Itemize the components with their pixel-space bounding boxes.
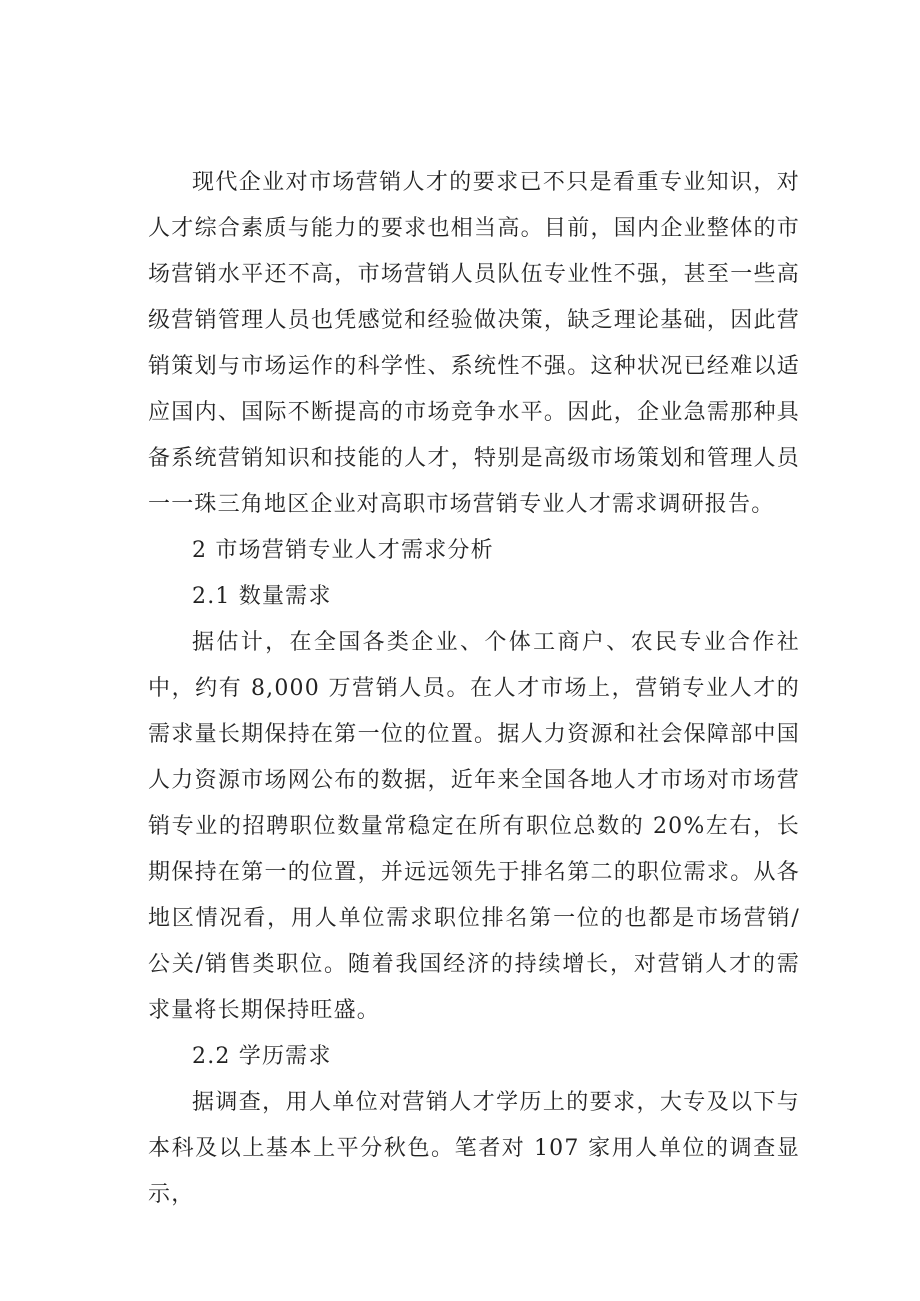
section-heading-2: 2 市场营销专业人才需求分析 [192, 538, 494, 563]
paragraph-intro: 现代企业对市场营销人才的要求已不只是看重专业知识，对人才综合素质与能力的要求也相当高。目前，国内企业整体的市场营销水平还不高，市场营销人员队伍专业性不强，甚至一些高级营销管理人员也凭感觉和经验做决策，缺乏理论基础，因此营销策划与市场运作的科学性、系统性不强。这种状况已经难以适应国内、国际不断提高的市场竞争水平。因此，企业急需那种具备系统营销知识和技能的人才，特别是高级市场策划和管理人员一一珠三角地区企业对高职市场营销专业人才需求调研报告。 [148, 170, 800, 517]
paragraph-education-demand: 据调查，用人单位对营销人才学历上的要求，大专及以下与本科及以上基本上平分秋色。笔者对 107 家用人单位的调查显示， [148, 1090, 800, 1207]
subsection-heading-2-2: 2.2 学历需求 [192, 1044, 332, 1069]
document-body [148, 160, 800, 1218]
subsection-heading-2-1: 2.1 数量需求 [192, 584, 332, 609]
paragraph-quantity-demand: 据估计，在全国各类企业、个体工商户、农民专业合作社中，约有 8,000 万营销人员。在人才市场上，营销专业人才的需求量长期保持在第一位的位置。据人力资源和社会保障部中国人力资源市场网公布的数据，近年来全国各地人才市场对市场营销专业的招聘职位数量常稳定在所有职位总数的 20%左右，长期保持在第一的位置，并远远领先于排名第二的职位需求。从各地区情况看，用人单位需求职位排名第一位的也都是市场营销/公关/销售类职位。随着我国经济的持续增长，对营销人才的需求量将长期保持旺盛。 [148, 630, 800, 1023]
